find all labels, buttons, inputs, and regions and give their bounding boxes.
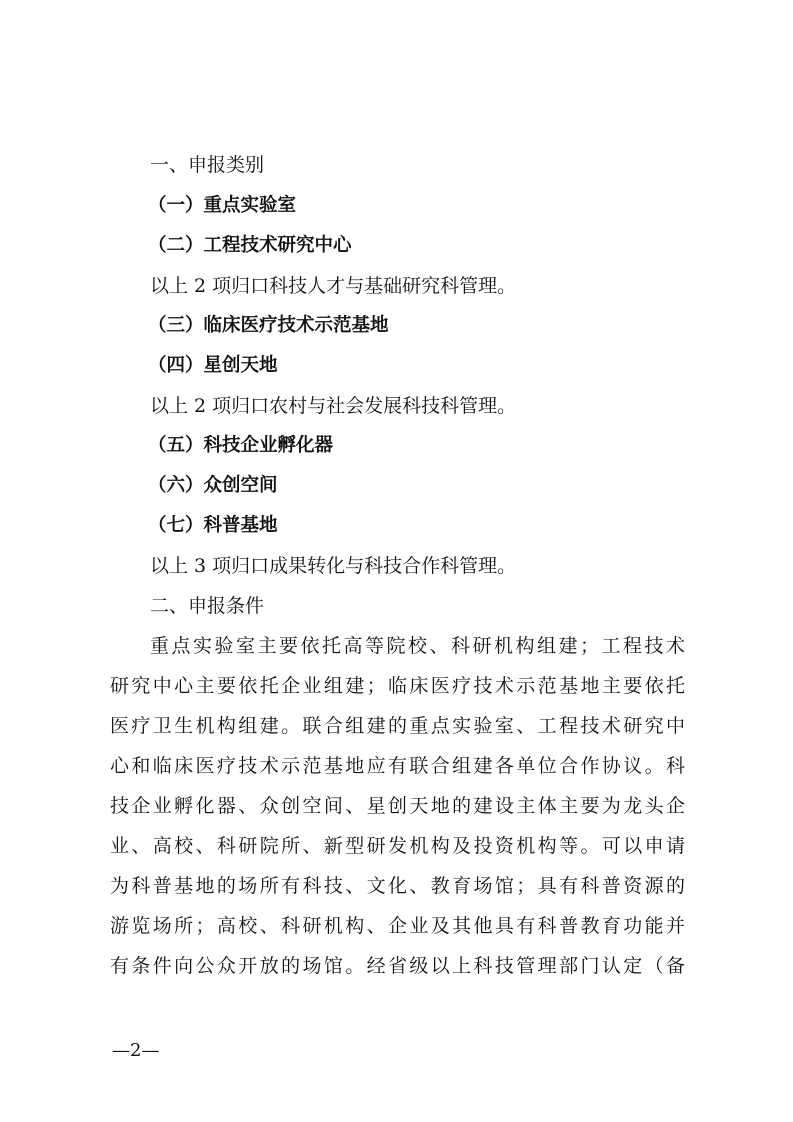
paragraph-line: 技企业孵化器、众创空间、星创天地的建设主体主要为龙头企 bbox=[110, 795, 685, 817]
category-item: （五）科技企业孵化器 bbox=[148, 435, 334, 456]
category-item: （六）众创空间 bbox=[148, 475, 278, 496]
paragraph-line: 研究中心主要依托企业组建；临床医疗技术示范基地主要依托 bbox=[110, 675, 685, 697]
category-item: （三）临床医疗技术示范基地 bbox=[148, 315, 389, 336]
category-note: 以上 2 项归口农村与社会发展科技科管理。 bbox=[150, 395, 517, 417]
paragraph-line: 心和临床医疗技术示范基地应有联合组建各单位合作协议。科 bbox=[110, 755, 685, 777]
paragraph-line: 游览场所；高校、科研机构、企业及其他具有科普教育功能并 bbox=[110, 915, 685, 937]
section-1-heading: 一、申报类别 bbox=[150, 154, 265, 176]
category-note: 以上 3 项归口成果转化与科技合作科管理。 bbox=[150, 555, 517, 577]
category-item: （一）重点实验室 bbox=[148, 195, 297, 216]
section-2-heading: 二、申报条件 bbox=[150, 595, 265, 617]
paragraph-line: 为科普基地的场所有科技、文化、教育场馆；具有科普资源的 bbox=[110, 875, 685, 897]
page-number: —2— bbox=[112, 1040, 160, 1061]
paragraph-line: 业、高校、科研院所、新型研发机构及投资机构等。可以申请 bbox=[110, 835, 685, 857]
category-item: （七）科普基地 bbox=[148, 515, 278, 536]
paragraph-line: 医疗卫生机构组建。联合组建的重点实验室、工程技术研究中 bbox=[110, 715, 685, 737]
category-note: 以上 2 项归口科技人才与基础研究科管理。 bbox=[150, 275, 517, 297]
paragraph-line: 有条件向公众开放的场馆。经省级以上科技管理部门认定（备 bbox=[110, 955, 685, 977]
paragraph-line: 重点实验室主要依托高等院校、科研机构组建；工程技术 bbox=[150, 635, 685, 657]
category-item: （二）工程技术研究中心 bbox=[148, 235, 352, 256]
category-item: （四）星创天地 bbox=[148, 355, 278, 376]
